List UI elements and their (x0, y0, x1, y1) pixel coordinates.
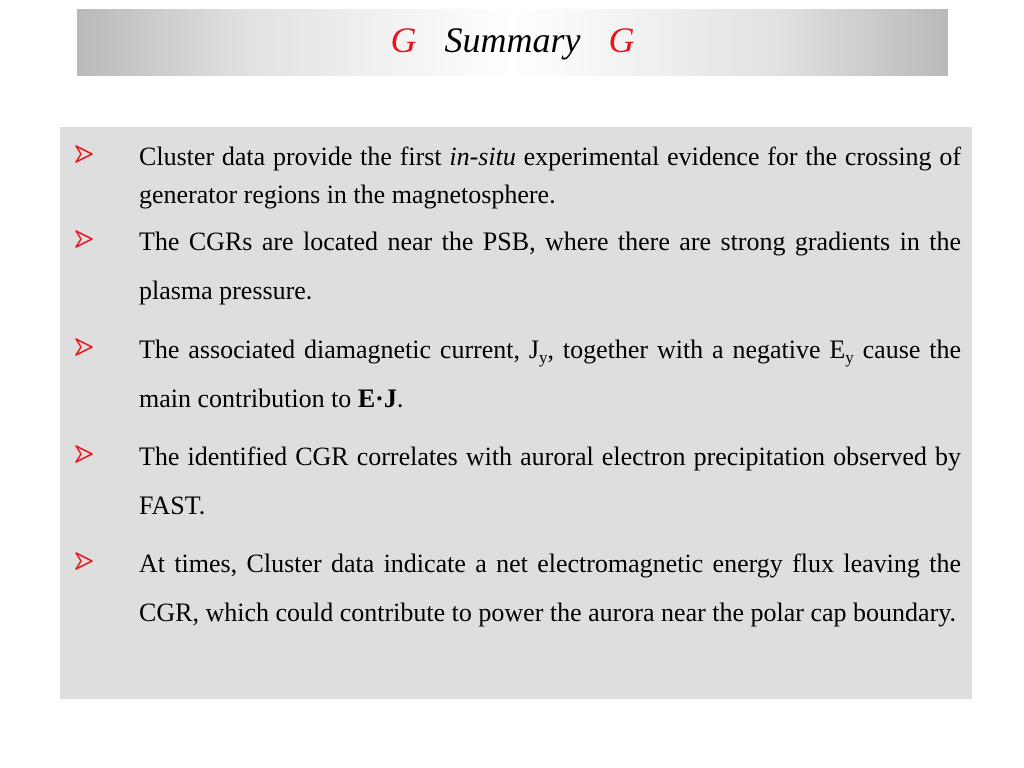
arrowhead-bullet-icon (74, 551, 94, 571)
bullet-text-4: The identified CGR correlates with auroral electron precipitation observed by FAST. (139, 442, 961, 520)
bullet-text-1-pre: Cluster data provide the first (139, 142, 450, 171)
bullet-text-3-part1: The associated diamagnetic current, J (139, 335, 540, 364)
title-left-ornament: G (390, 19, 417, 60)
arrowhead-bullet-icon (74, 144, 94, 164)
bullet-text-3 (139, 325, 961, 423)
bullet-text-1 (139, 138, 961, 214)
title-bar (77, 9, 948, 76)
subscript-y-2: y (845, 348, 854, 367)
bullet-text-5: At times, Cluster data indicate a net electromagnetic energy flux leaving the CGR, which could contribute to power the aurora near the polar cap boundary. (139, 549, 961, 627)
bullet-text-1-post: experimental evidence for the crossing of generator regions in the magnetosphere. (139, 142, 961, 209)
subscript-y-1: y (539, 348, 548, 367)
page-title: Summary (444, 19, 581, 60)
bullet-text-3-part2: , together with a negative E (547, 335, 846, 364)
title-right-ornament: G (608, 19, 635, 60)
bullet-text-1-italic: in-situ (449, 142, 516, 171)
summary-content-box (60, 127, 972, 699)
bullet-text-3-bold: E·J (357, 384, 397, 413)
bullet-text-3-part4: . (396, 384, 404, 413)
arrowhead-bullet-icon (74, 229, 94, 249)
bullet-text-2: The CGRs are located near the PSB, where there are strong gradients in the plasma pressure. (139, 227, 961, 305)
arrowhead-bullet-icon (74, 444, 94, 464)
bullet-text-3-part3: cause the main contribution to (139, 335, 961, 413)
arrowhead-bullet-icon (74, 337, 94, 357)
